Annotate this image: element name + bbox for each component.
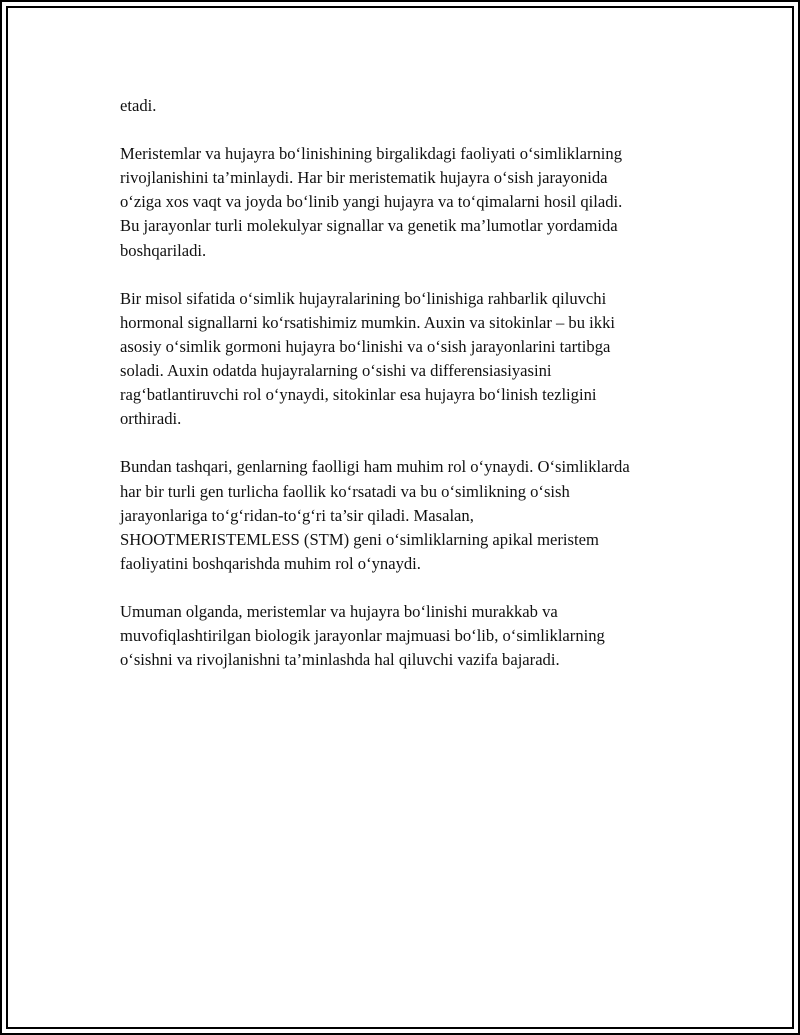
paragraph-meristem-activity: Meristemlar va hujayra bo‘linishining birgalikdagi faoliyati o‘simliklarning rivojlanishini ta’minlaydi. Har bir meristematik hujayra o‘sish jarayonida o‘ziga xos vaqt va joyda bo‘linib yangi hujayra va to‘qimalarni hosil qiladi. Bu jarayonlar turli molekulyar signallar va genetik ma’lumotlar yordamida boshqariladi.: [120, 144, 623, 260]
document-body: [120, 94, 690, 696]
paragraph-continuation: etadi.: [120, 96, 157, 115]
paragraph-hormonal-signals: Bir misol sifatida o‘simlik hujayralarining bo‘linishiga rahbarlik qiluvchi hormonal signallarni ko‘rsatishimiz mumkin. Auxin va sitokinlar – bu ikki asosiy o‘simlik gormoni hujayra bo‘linishi va o‘sish jarayonlarini tartibga soladi. Auxin odatda hujayralarning o‘sishi va differensiasiyasini rag‘batlantiruvchi rol o‘ynaydi, sitokinlar esa hujayra bo‘linish tezligini orthiradi.: [120, 288, 615, 429]
paragraph-gene-activity: Bundan tashqari, genlarning faolligi ham muhim rol o‘ynaydi. O‘simliklarda har bir turli gen turlicha faollik ko‘rsatadi va bu o‘simlikning o‘sish jarayonlariga to‘g‘ridan-to‘g‘ri ta’sir qiladi. Masalan, SHOOTMERISTEMLESS (STM) geni o‘simliklarning apikal meristem faoliyatini boshqarishda muhim rol o‘ynaydi.: [120, 457, 630, 573]
paragraph-conclusion: Umuman olganda, meristemlar va hujayra bo‘linishi murakkab va muvofiqlashtirilgan biologik jarayonlar majmuasi bo‘lib, o‘simliklarning o‘sishni va rivojlanishni ta’minlashda hal qiluvchi vazifa bajaradi.: [120, 601, 605, 670]
